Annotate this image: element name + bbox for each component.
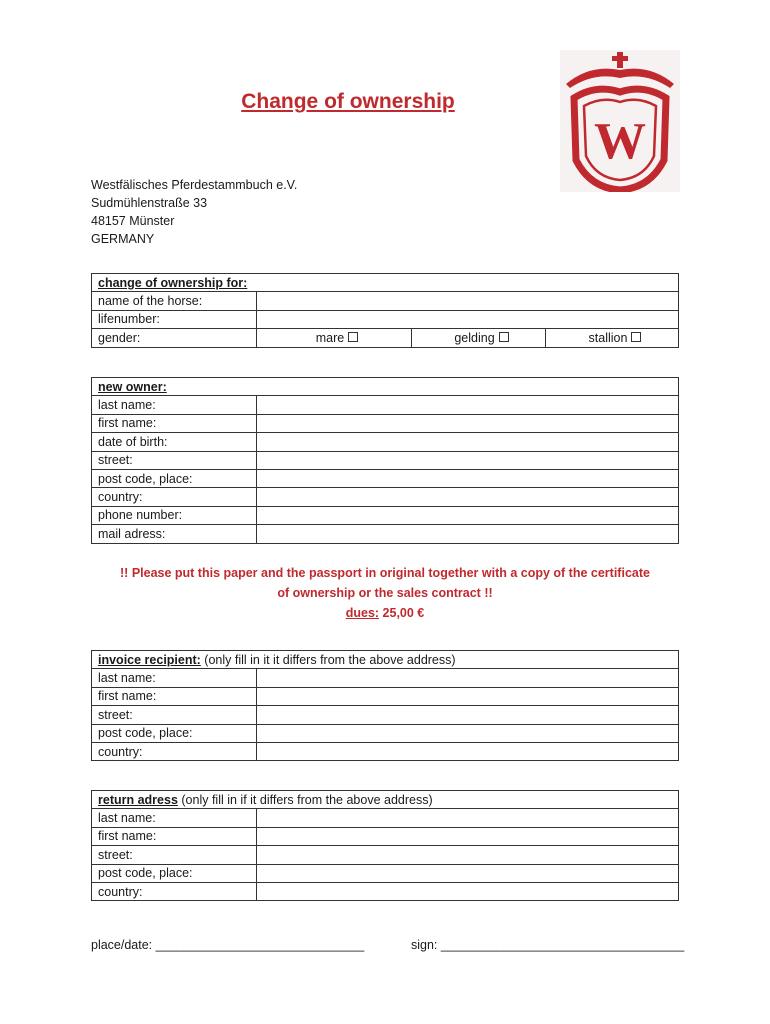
row-label: first name: — [92, 414, 257, 432]
row-label: country: — [92, 742, 257, 760]
invoice-first-name-field[interactable] — [257, 687, 679, 705]
place-date-line[interactable]: place/date: ______________________________ — [91, 938, 365, 952]
return-last-name-field[interactable] — [257, 809, 679, 827]
row-label: post code, place: — [92, 864, 257, 882]
invoice-country-field[interactable] — [257, 742, 679, 760]
horse-name-field[interactable] — [257, 292, 679, 310]
row-label: first name: — [92, 827, 257, 845]
row-label: date of birth: — [92, 433, 257, 451]
dues-value: 25,00 € — [379, 606, 425, 620]
gender-option-gelding[interactable]: gelding — [412, 329, 546, 347]
country-field[interactable] — [257, 488, 679, 506]
row-label: last name: — [92, 396, 257, 414]
address-line: Westfälisches Pferdestammbuch e.V. — [91, 178, 298, 192]
dues-line — [91, 603, 679, 623]
phone-field[interactable] — [257, 506, 679, 524]
row-label: phone number: — [92, 506, 257, 524]
dues-label: dues: — [345, 606, 380, 620]
address-line: GERMANY — [91, 232, 155, 246]
invoice-post-code-field[interactable] — [257, 724, 679, 742]
return-first-name-field[interactable] — [257, 827, 679, 845]
svg-text:W: W — [594, 113, 646, 170]
invoice-recipient-table — [91, 650, 679, 761]
row-label: post code, place: — [92, 724, 257, 742]
lifenumber-field[interactable] — [257, 310, 679, 328]
submission-notice — [91, 563, 679, 623]
row-label: street: — [92, 846, 257, 864]
address-line: 48157 Münster — [91, 214, 175, 228]
sign-line[interactable]: sign: ___________________________________ — [411, 938, 685, 952]
row-label: street: — [92, 706, 257, 724]
row-label: lifenumber: — [92, 310, 257, 328]
new-owner-header: new owner: — [92, 378, 679, 396]
return-country-field[interactable] — [257, 882, 679, 900]
new-owner-table — [91, 377, 679, 544]
row-label: street: — [92, 451, 257, 469]
street-field[interactable] — [257, 451, 679, 469]
row-label: last name: — [92, 669, 257, 687]
row-label: name of the horse: — [92, 292, 257, 310]
horse-table — [91, 273, 679, 348]
invoice-last-name-field[interactable] — [257, 669, 679, 687]
notice-line: !! Please put this paper and the passport in original together with a copy of the certificate — [120, 566, 650, 580]
invoice-street-field[interactable] — [257, 706, 679, 724]
return-street-field[interactable] — [257, 846, 679, 864]
last-name-field[interactable] — [257, 396, 679, 414]
return-address-table — [91, 790, 679, 901]
notice-line: of ownership or the sales contract !! — [277, 586, 493, 600]
return-address-header: return adress (only fill in if it differs from the above address) — [92, 791, 679, 809]
horse-section-header: change of ownership for: — [92, 274, 679, 292]
westfalen-logo — [560, 50, 680, 192]
page-title: Change of ownership — [241, 90, 455, 113]
checkbox-icon — [348, 332, 358, 342]
row-label: gender: — [92, 329, 257, 347]
row-label: post code, place: — [92, 469, 257, 487]
invoice-recipient-header: invoice recipient: (only fill in it it differs from the above address) — [92, 651, 679, 669]
row-label: first name: — [92, 687, 257, 705]
gender-option-mare[interactable]: mare — [257, 329, 412, 347]
return-post-code-field[interactable] — [257, 864, 679, 882]
first-name-field[interactable] — [257, 414, 679, 432]
row-label: mail adress: — [92, 525, 257, 543]
mail-field[interactable] — [257, 525, 679, 543]
row-label: country: — [92, 488, 257, 506]
row-label: country: — [92, 882, 257, 900]
checkbox-icon — [499, 332, 509, 342]
row-label: last name: — [92, 809, 257, 827]
checkbox-icon — [631, 332, 641, 342]
address-line: Sudmühlenstraße 33 — [91, 196, 208, 210]
gender-option-stallion[interactable]: stallion — [546, 329, 679, 347]
post-code-field[interactable] — [257, 469, 679, 487]
breeder-address — [91, 176, 297, 248]
date-of-birth-field[interactable] — [257, 433, 679, 451]
